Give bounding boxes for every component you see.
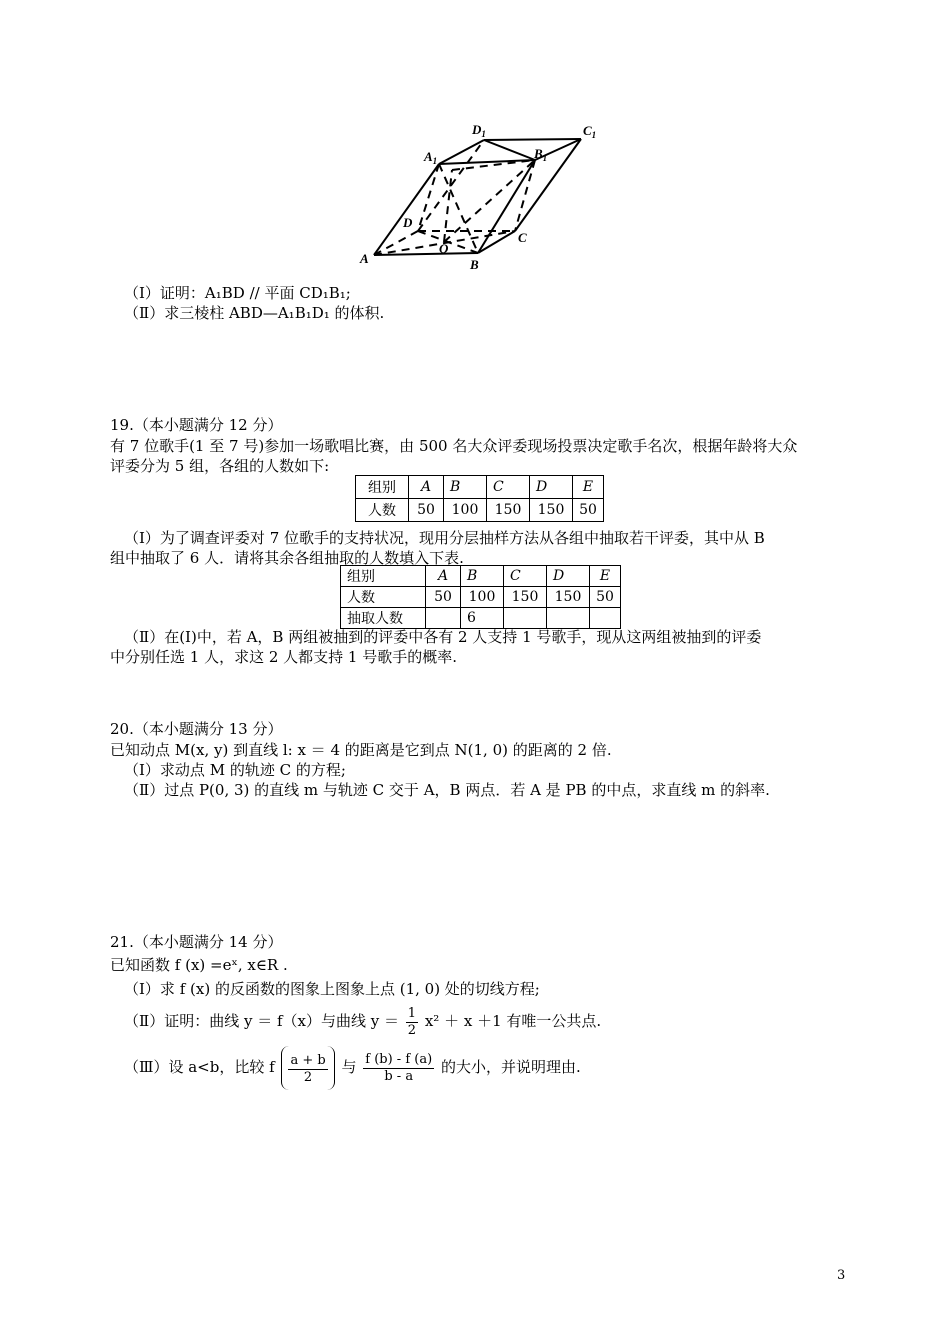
q19-table2	[340, 565, 621, 629]
label-O: O	[439, 241, 449, 256]
table-cell	[504, 608, 547, 629]
label-D: D	[403, 215, 413, 230]
parallelepiped-figure	[352, 120, 612, 275]
q18-part2: （Ⅱ）求三棱柱 ABD—A₁B₁D₁ 的体积.	[124, 304, 385, 322]
table-cell: A	[426, 566, 461, 587]
q21-part3-text-a: （Ⅲ）设 a<b，比较 f	[124, 1058, 275, 1076]
label-A: A	[360, 251, 369, 266]
fraction-denominator: 2	[407, 1022, 417, 1038]
fraction-numerator: f (b) - f (a)	[365, 1051, 433, 1067]
fraction-denominator: 2	[303, 1069, 313, 1085]
table-cell: 150	[547, 587, 590, 608]
table-cell	[590, 608, 621, 629]
q19-text-line1: 有 7 位歌手(1 至 7 号)参加一场歌唱比赛，由 500 名大众评委现场投票决定歌手名次，根据年龄将大众	[110, 437, 798, 455]
label-C: C	[518, 230, 527, 245]
table-cell: 50	[409, 499, 444, 522]
table-cell: 150	[530, 499, 573, 522]
table-cell: C	[504, 566, 547, 587]
table-cell: B	[461, 566, 504, 587]
q20-text: 已知动点 M(x, y) 到直线 l: x ＝ 4 的距离是它到点 N(1, 0) 的距离的 2 倍.	[110, 741, 612, 759]
q19-part2-line1: （Ⅱ）在(Ⅰ)中，若 A，B 两组被抽到的评委中各有 2 人支持 1 号歌手，现从这两组被抽到的评委	[124, 628, 762, 646]
label-D1: $D_1$	[472, 122, 486, 139]
q21-header: 21.（本小题满分 14 分）	[110, 933, 283, 951]
label-A1: $A_1$	[424, 149, 438, 166]
q21-part2-text-b: x² ＋ x ＋1 有唯一公共点.	[424, 1012, 602, 1030]
table-cell: B	[444, 476, 487, 499]
q19-table1	[355, 475, 604, 522]
label-B1: $B_1$	[534, 146, 548, 163]
table-cell	[426, 608, 461, 629]
label-B: B	[470, 257, 479, 272]
fraction-numerator: a + b	[290, 1052, 326, 1068]
table-cell: 50	[426, 587, 461, 608]
table-cell: E	[573, 476, 604, 499]
table-cell: 50	[590, 587, 621, 608]
table-cell: 6	[461, 608, 504, 629]
table-cell: D	[547, 566, 590, 587]
q21-part3	[124, 1045, 581, 1090]
table-cell: 100	[444, 499, 487, 522]
table-cell: 人数	[356, 499, 409, 522]
table-cell: 150	[504, 587, 547, 608]
table-cell: A	[409, 476, 444, 499]
table-cell: 人数	[341, 587, 426, 608]
table-cell: 150	[487, 499, 530, 522]
fraction-denominator: b - a	[384, 1068, 414, 1084]
q20-header: 20.（本小题满分 13 分）	[110, 720, 283, 738]
q19-text-line2: 评委分为 5 组，各组的人数如下:	[110, 457, 330, 475]
fraction-difference-quotient	[363, 1052, 434, 1085]
q19-part2-line2: 中分别任选 1 人，求这 2 人都支持 1 号歌手的概率.	[110, 648, 458, 666]
q21-part2-text-a: （Ⅱ）证明：曲线 y ＝ f（x）与曲线 y ＝	[124, 1012, 399, 1030]
q20-part1: （Ⅰ）求动点 M 的轨迹 C 的方程;	[124, 761, 346, 779]
q21-text: 已知函数 f (x) =eˣ, x∈R .	[110, 956, 288, 974]
q20-part2: （Ⅱ）过点 P(0, 3) 的直线 m 与轨迹 C 交于 A，B 两点．若 A 是 PB 的中点，求直线 m 的斜率.	[124, 781, 770, 799]
paren-bracket	[281, 1046, 334, 1090]
q19-part1-line2: 组中抽取了 6 人．请将其余各组抽取的人数填入下表.	[110, 549, 464, 567]
q21-part2	[124, 1004, 601, 1039]
q21-part1: （Ⅰ）求 f (x) 的反函数的图象上图象上点 (1, 0) 处的切线方程;	[124, 980, 540, 998]
fraction-numerator: 1	[407, 1005, 417, 1021]
table-cell: D	[530, 476, 573, 499]
table-cell: 组别	[341, 566, 426, 587]
table-cell: 100	[461, 587, 504, 608]
table-cell: 组别	[356, 476, 409, 499]
fraction-half	[406, 1006, 418, 1039]
q19-header: 19.（本小题满分 12 分）	[110, 416, 283, 434]
q18-part1: （Ⅰ）证明：A₁BD // 平面 CD₁B₁;	[124, 284, 351, 302]
table-cell	[547, 608, 590, 629]
table-cell: E	[590, 566, 621, 587]
q21-part3-text-b: 的大小，并说明理由.	[440, 1058, 581, 1076]
page-number: 3	[837, 1268, 846, 1283]
label-C1: $C_1$	[583, 123, 597, 140]
fraction-midpoint	[288, 1053, 327, 1086]
q19-part1-line1: （Ⅰ）为了调查评委对 7 位歌手的支持状况，现用分层抽样方法从各组中抽取若干评委，其中从 B	[124, 529, 765, 547]
table-cell: C	[487, 476, 530, 499]
q21-part3-mid: 与	[341, 1058, 357, 1076]
table-cell: 50	[573, 499, 604, 522]
table-cell: 抽取人数	[341, 608, 426, 629]
